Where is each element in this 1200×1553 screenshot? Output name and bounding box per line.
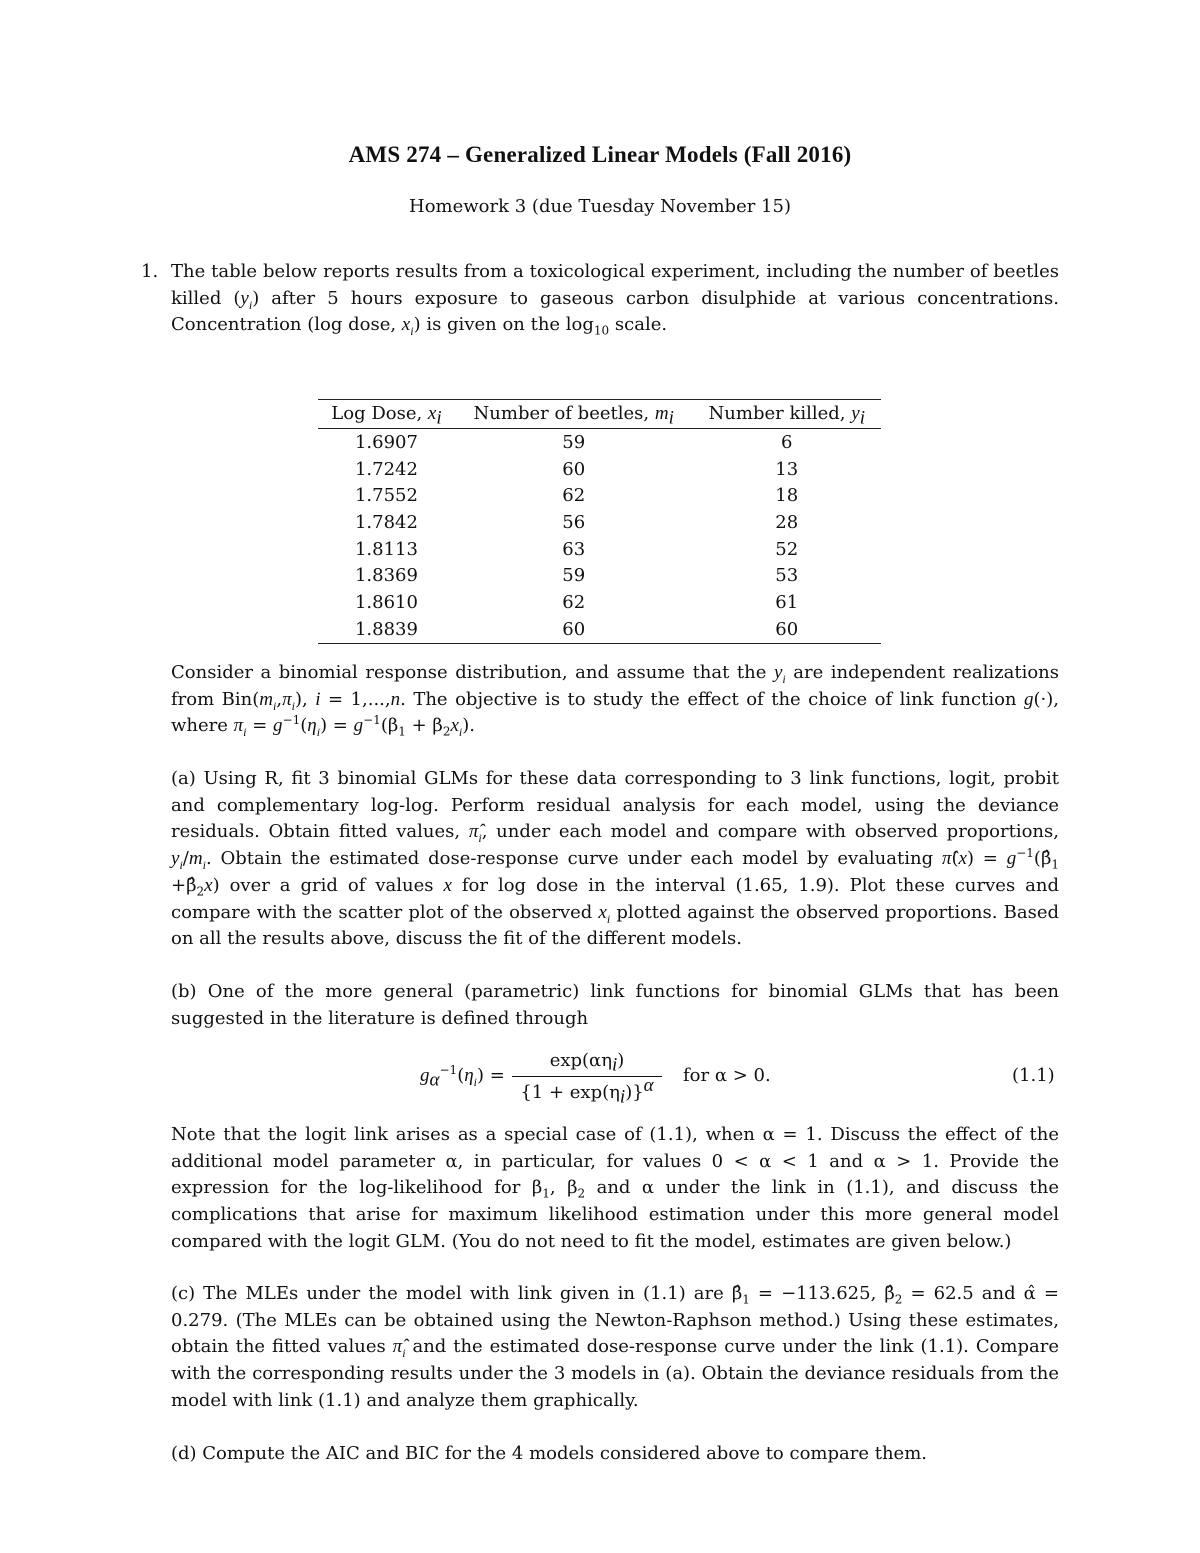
table-row bbox=[318, 589, 881, 616]
cell-beetles: 62 bbox=[562, 591, 586, 613]
table-row bbox=[318, 616, 881, 643]
cell-beetles: 63 bbox=[562, 538, 586, 560]
cell-log-dose: 1.7842 bbox=[354, 511, 418, 533]
col-header-number-beetles: Number of beetles, $m_i$ bbox=[455, 400, 693, 429]
col-header-log-dose: Log Dose, $x_i$ bbox=[318, 400, 455, 429]
cell-beetles: 60 bbox=[562, 458, 586, 480]
question-number: 1. bbox=[141, 261, 159, 282]
equation-fraction: $\exp(\alpha\eta_i)$ $\{1 + \exp(\eta_i)\}^\alpha$ bbox=[512, 1048, 662, 1106]
link-function-equation bbox=[0, 1048, 1200, 1112]
page-subtitle: Homework 3 (due Tuesday November 15) bbox=[409, 196, 791, 217]
table-row bbox=[318, 536, 881, 563]
part-b-discussion: Note that the logit link arises as a special case of (1.1), when α = 1. Discuss the effect of the additional model parameter α, in particular, for values 0 < α < 1 and α > 1. Provide the expression for the log-likelihood for $\beta_1$, $\beta_2$ and α under the link in (1.1), and discuss the complications that arise for maximum likelihood estimation under this more general model compared with the logit GLM. (You do not need to fit the model, estimates are given below.) bbox=[171, 1124, 1059, 1252]
table-row bbox=[318, 562, 881, 589]
cell-killed: 18 bbox=[775, 485, 799, 507]
equation-lhs: $g_\alpha^{-1}(\eta_i)$ = bbox=[420, 1063, 505, 1091]
cell-killed: 13 bbox=[775, 458, 799, 480]
beetle-data-table bbox=[318, 399, 881, 644]
cell-killed: 6 bbox=[781, 431, 793, 453]
consider-paragraph: Consider a binomial response distribution, and assume that the $y_i$ are independent realizations from $Bin(m_i,\pi_i)$, i = 1,...,n. The objective is to study the effect of the choice of link function g(·), where $\pi_i = g^{-1}(\eta_i) = g^{-1}(\beta_1 + \beta_2x_i)$. bbox=[171, 662, 1060, 740]
part-a-paragraph: (a) Using R, fit 3 binomial GLMs for these data corresponding to 3 link functions, logit, probit and complementary log-log. Perform residual analysis for each model, using the deviance residuals. Obtain fitted values, $\pî_i$, under each model and compare with observed proportions, $y_i/m_i$. Obtain the estimated dose-response curve under each model by evaluating π̂(x) = $g^{-1}(\betâ_1$ $+\betâ_2x$) over a grid of values x for log dose in the interval (1.65, 1.9). Plot these curves and compare with the scatter plot of the observed $x_i$ plotted against the observed proportions. Based on all the results above, discuss the fit of the different models. bbox=[171, 768, 1060, 950]
cell-killed: 52 bbox=[775, 538, 799, 560]
table-row bbox=[318, 429, 881, 456]
part-c-paragraph: (c) The MLEs under the model with link given in (1.1) are $\betâ_1 = -113.625$, $\betâ_2 = 62.5$ and α̂ = 0.279. (The MLEs can be obtained using the Newton-Raphson method.) Using these estimates, obtain the fitted values $\pî_i$ and the estimated dose-response curve under the link (1.1). Compare with the corresponding results under the 3 models in (a). Obtain the deviance residuals from the model with link (1.1) and analyze them graphically. bbox=[171, 1283, 1060, 1411]
cell-killed: 61 bbox=[775, 591, 799, 613]
cell-log-dose: 1.7552 bbox=[354, 485, 418, 507]
cell-killed: 60 bbox=[693, 616, 882, 643]
cell-log-dose: 1.8113 bbox=[354, 538, 418, 560]
part-d-paragraph: (d) Compute the AIC and BIC for the 4 models considered above to compare them. bbox=[171, 1443, 927, 1464]
cell-log-dose: 1.6907 bbox=[354, 431, 418, 453]
cell-killed: 53 bbox=[775, 565, 799, 587]
table-row bbox=[318, 456, 881, 483]
part-b-paragraph: (b) One of the more general (parametric) link functions for binomial GLMs that has been suggested in the literature is defined through bbox=[171, 981, 1059, 1029]
table-row bbox=[318, 509, 881, 536]
page-title: AMS 274 – Generalized Linear Models (Fall 2016) bbox=[348, 142, 852, 167]
cell-beetles: 60 bbox=[455, 616, 693, 643]
equation-number: (1.1) bbox=[1012, 1065, 1055, 1086]
cell-beetles: 59 bbox=[562, 431, 586, 453]
cell-killed: 28 bbox=[775, 511, 799, 533]
cell-beetles: 62 bbox=[562, 485, 586, 507]
table-row bbox=[318, 482, 881, 509]
equation-condition: for α > 0. bbox=[683, 1065, 771, 1086]
table-header-row bbox=[318, 400, 881, 429]
question-intro: The table below reports results from a toxicological experiment, including the number of beetles killed $(y_i)$ after 5 hours exposure to gaseous carbon disulphide at various concentrations. Concentration (log dose, $x_i$) is given on the $\log_{10}$ scale. bbox=[171, 261, 1059, 339]
cell-beetles: 59 bbox=[562, 565, 586, 587]
col-header-number-killed: Number killed, $y_i$ bbox=[693, 400, 882, 429]
cell-log-dose: 1.7242 bbox=[354, 458, 418, 480]
cell-beetles: 56 bbox=[562, 511, 586, 533]
cell-log-dose: 1.8839 bbox=[318, 616, 455, 643]
cell-log-dose: 1.8610 bbox=[354, 591, 418, 613]
cell-log-dose: 1.8369 bbox=[354, 565, 418, 587]
